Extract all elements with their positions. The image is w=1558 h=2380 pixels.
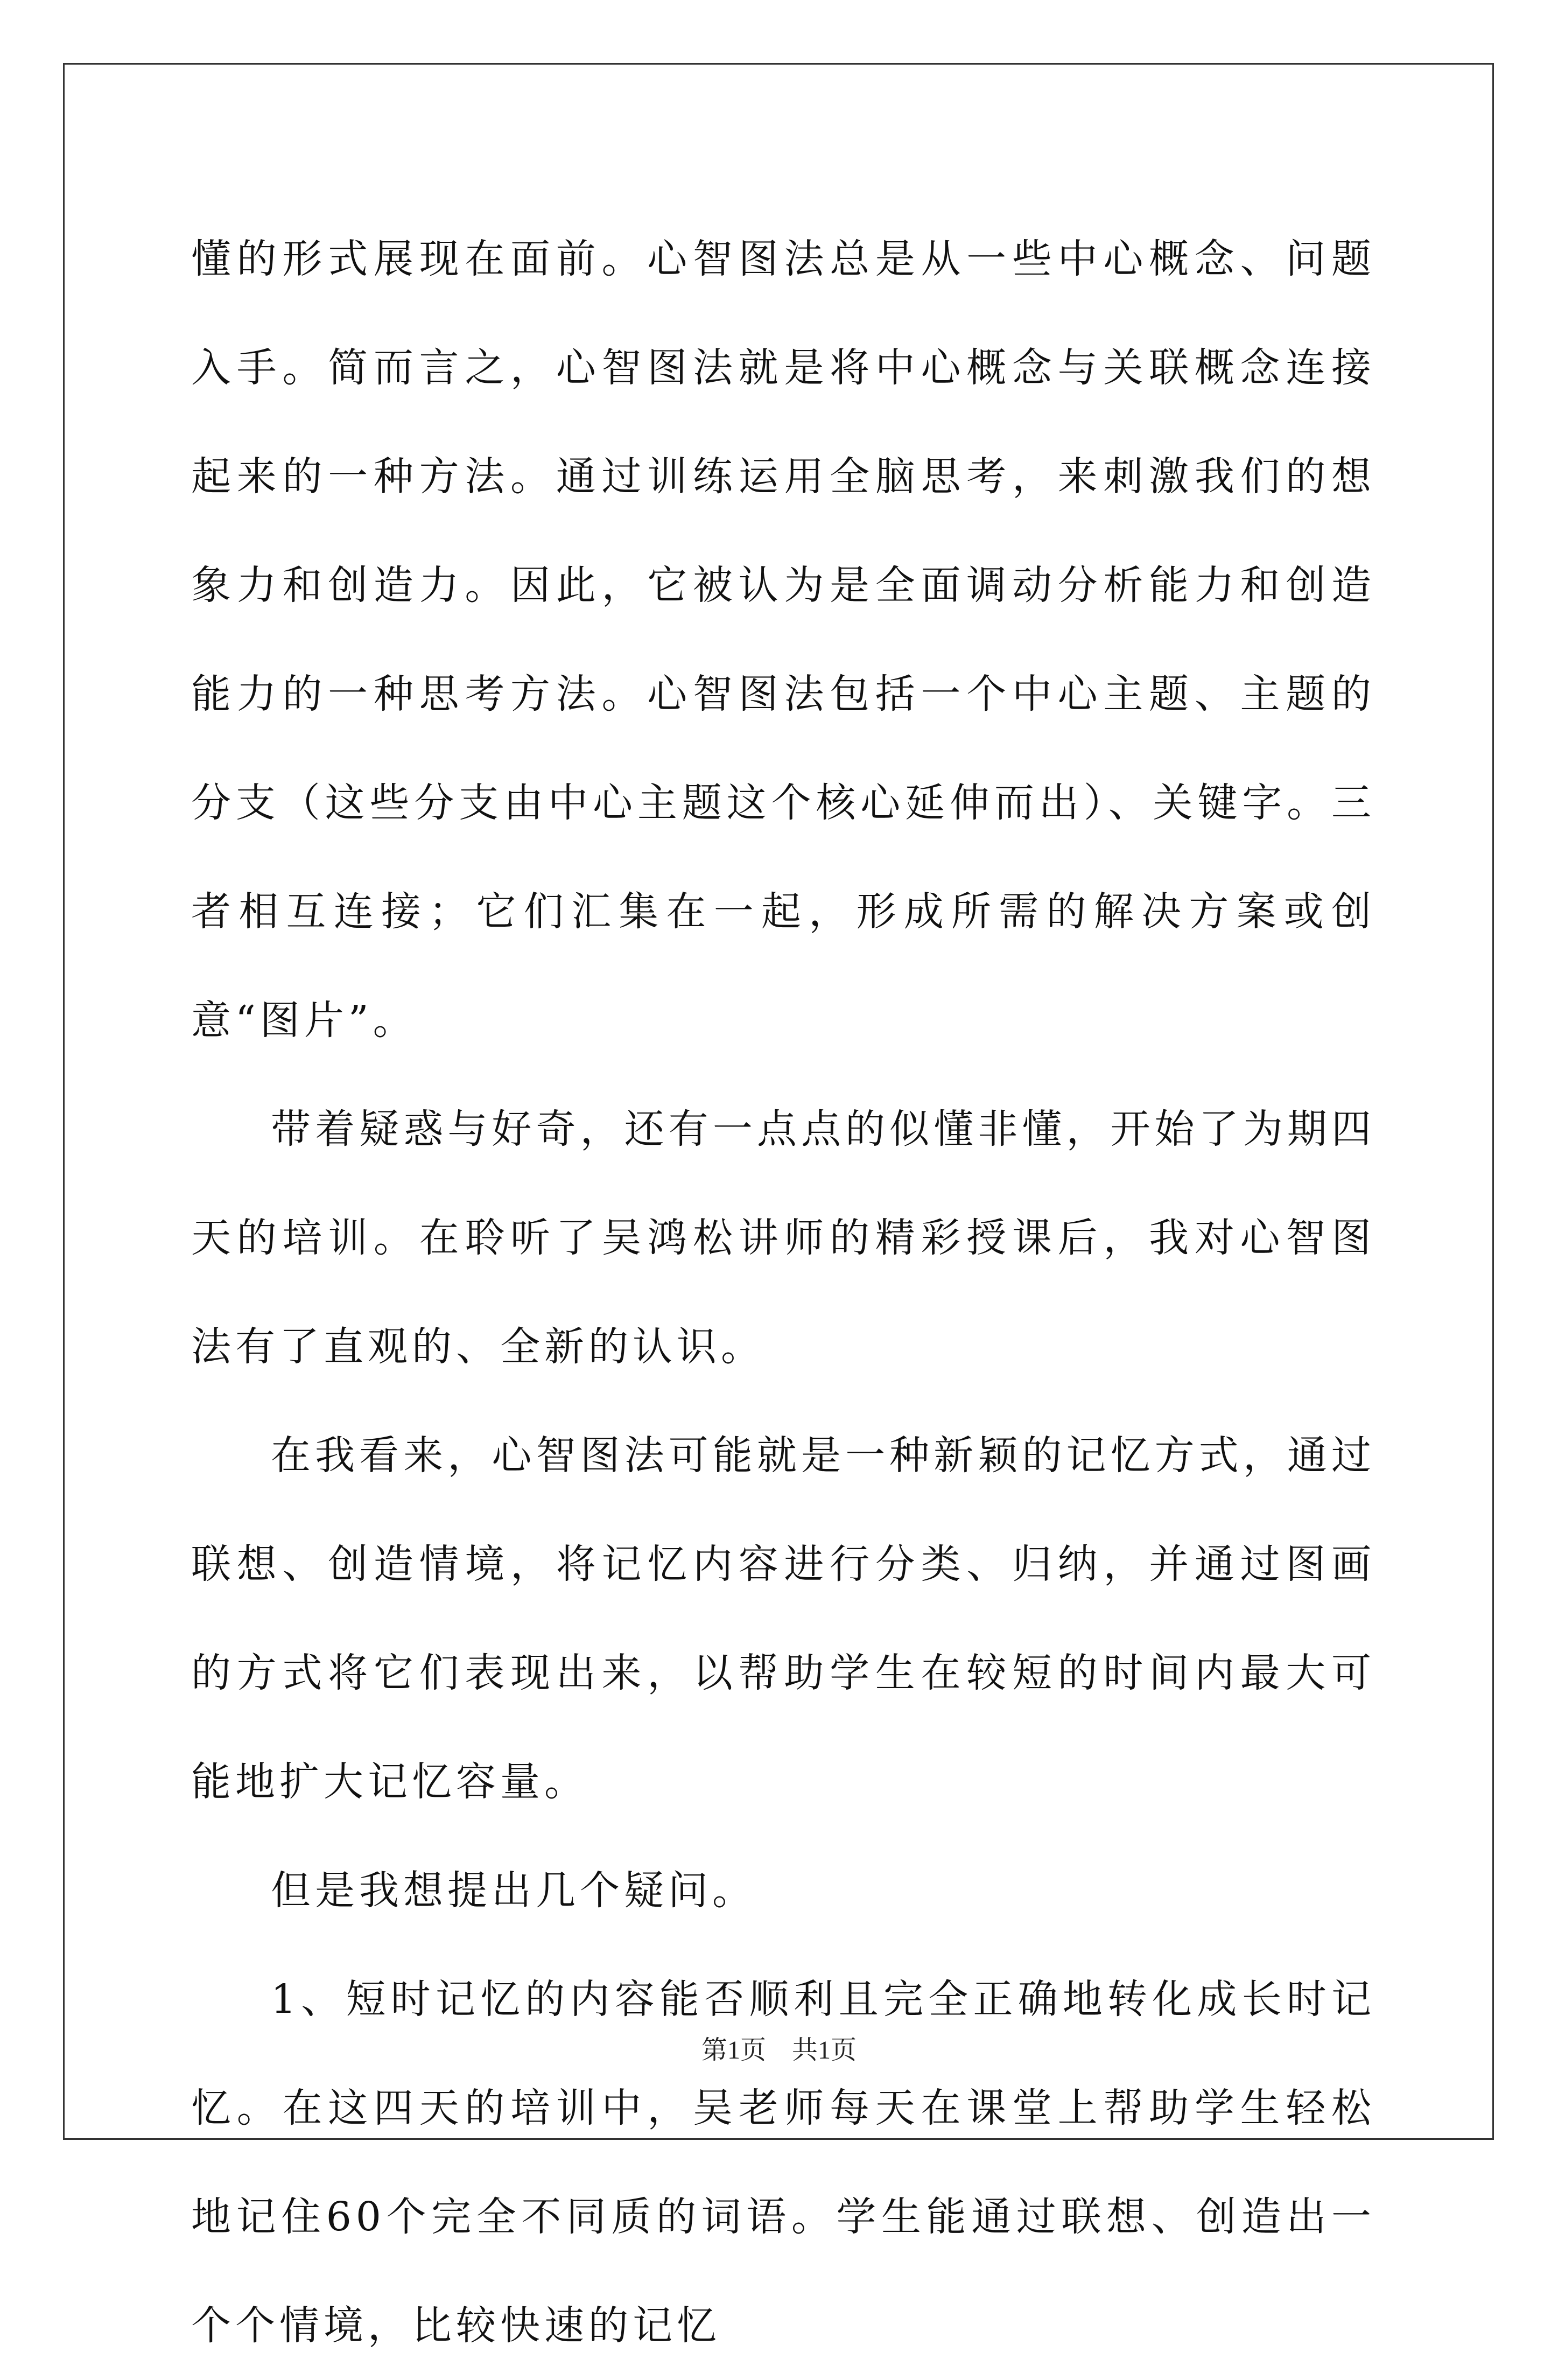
paragraph: 懂的形式展现在面前。心智图法总是从一些中心概念、问题入手。简而言之，心智图法就是将中心概念与关联概念连接起来的一种方法。通过训练运用全脑思考，来刺激我们的想象力和创造力。因此，它被认为是全面调动分析能力和创造能力的一种思考方法。心智图法包括一个中心主题、主题的分支（这些分支由中心主题这个核心延伸而出）、关键字。三者相互连接；它们汇集在一起，形成所需的解决方案或创意“图片”。 (191, 236, 1375, 1044)
paragraph: 在我看来，心智图法可能就是一种新颖的记忆方式，通过联想、创造情境，将记忆内容进行分类、归纳，并通过图画的方式将它们表现出来，以帮助学生在较短的时间内最大可能地扩大记忆容量。 (191, 1432, 1375, 1805)
paragraph: 但是我想提出几个疑问。 (271, 1867, 756, 1914)
paragraph: 带着疑惑与好奇，还有一点点的似懂非懂，开始了为期四天的培训。在聆听了吴鸿松讲师的精彩授课后，我对心智图法有了直观的、全新的认识。 (191, 1106, 1375, 1370)
paragraph: 1、短时记忆的内容能否顺利且完全正确地转化成长时记忆。在这四天的培训中，吴老师每天在课堂上帮助学生轻松地记住60个完全不同质的词语。学生能通过联想、创造出一个个情境，比较快速的记忆 (191, 1976, 1375, 2349)
page-footer: 第1页 共1页 (701, 2036, 857, 2064)
